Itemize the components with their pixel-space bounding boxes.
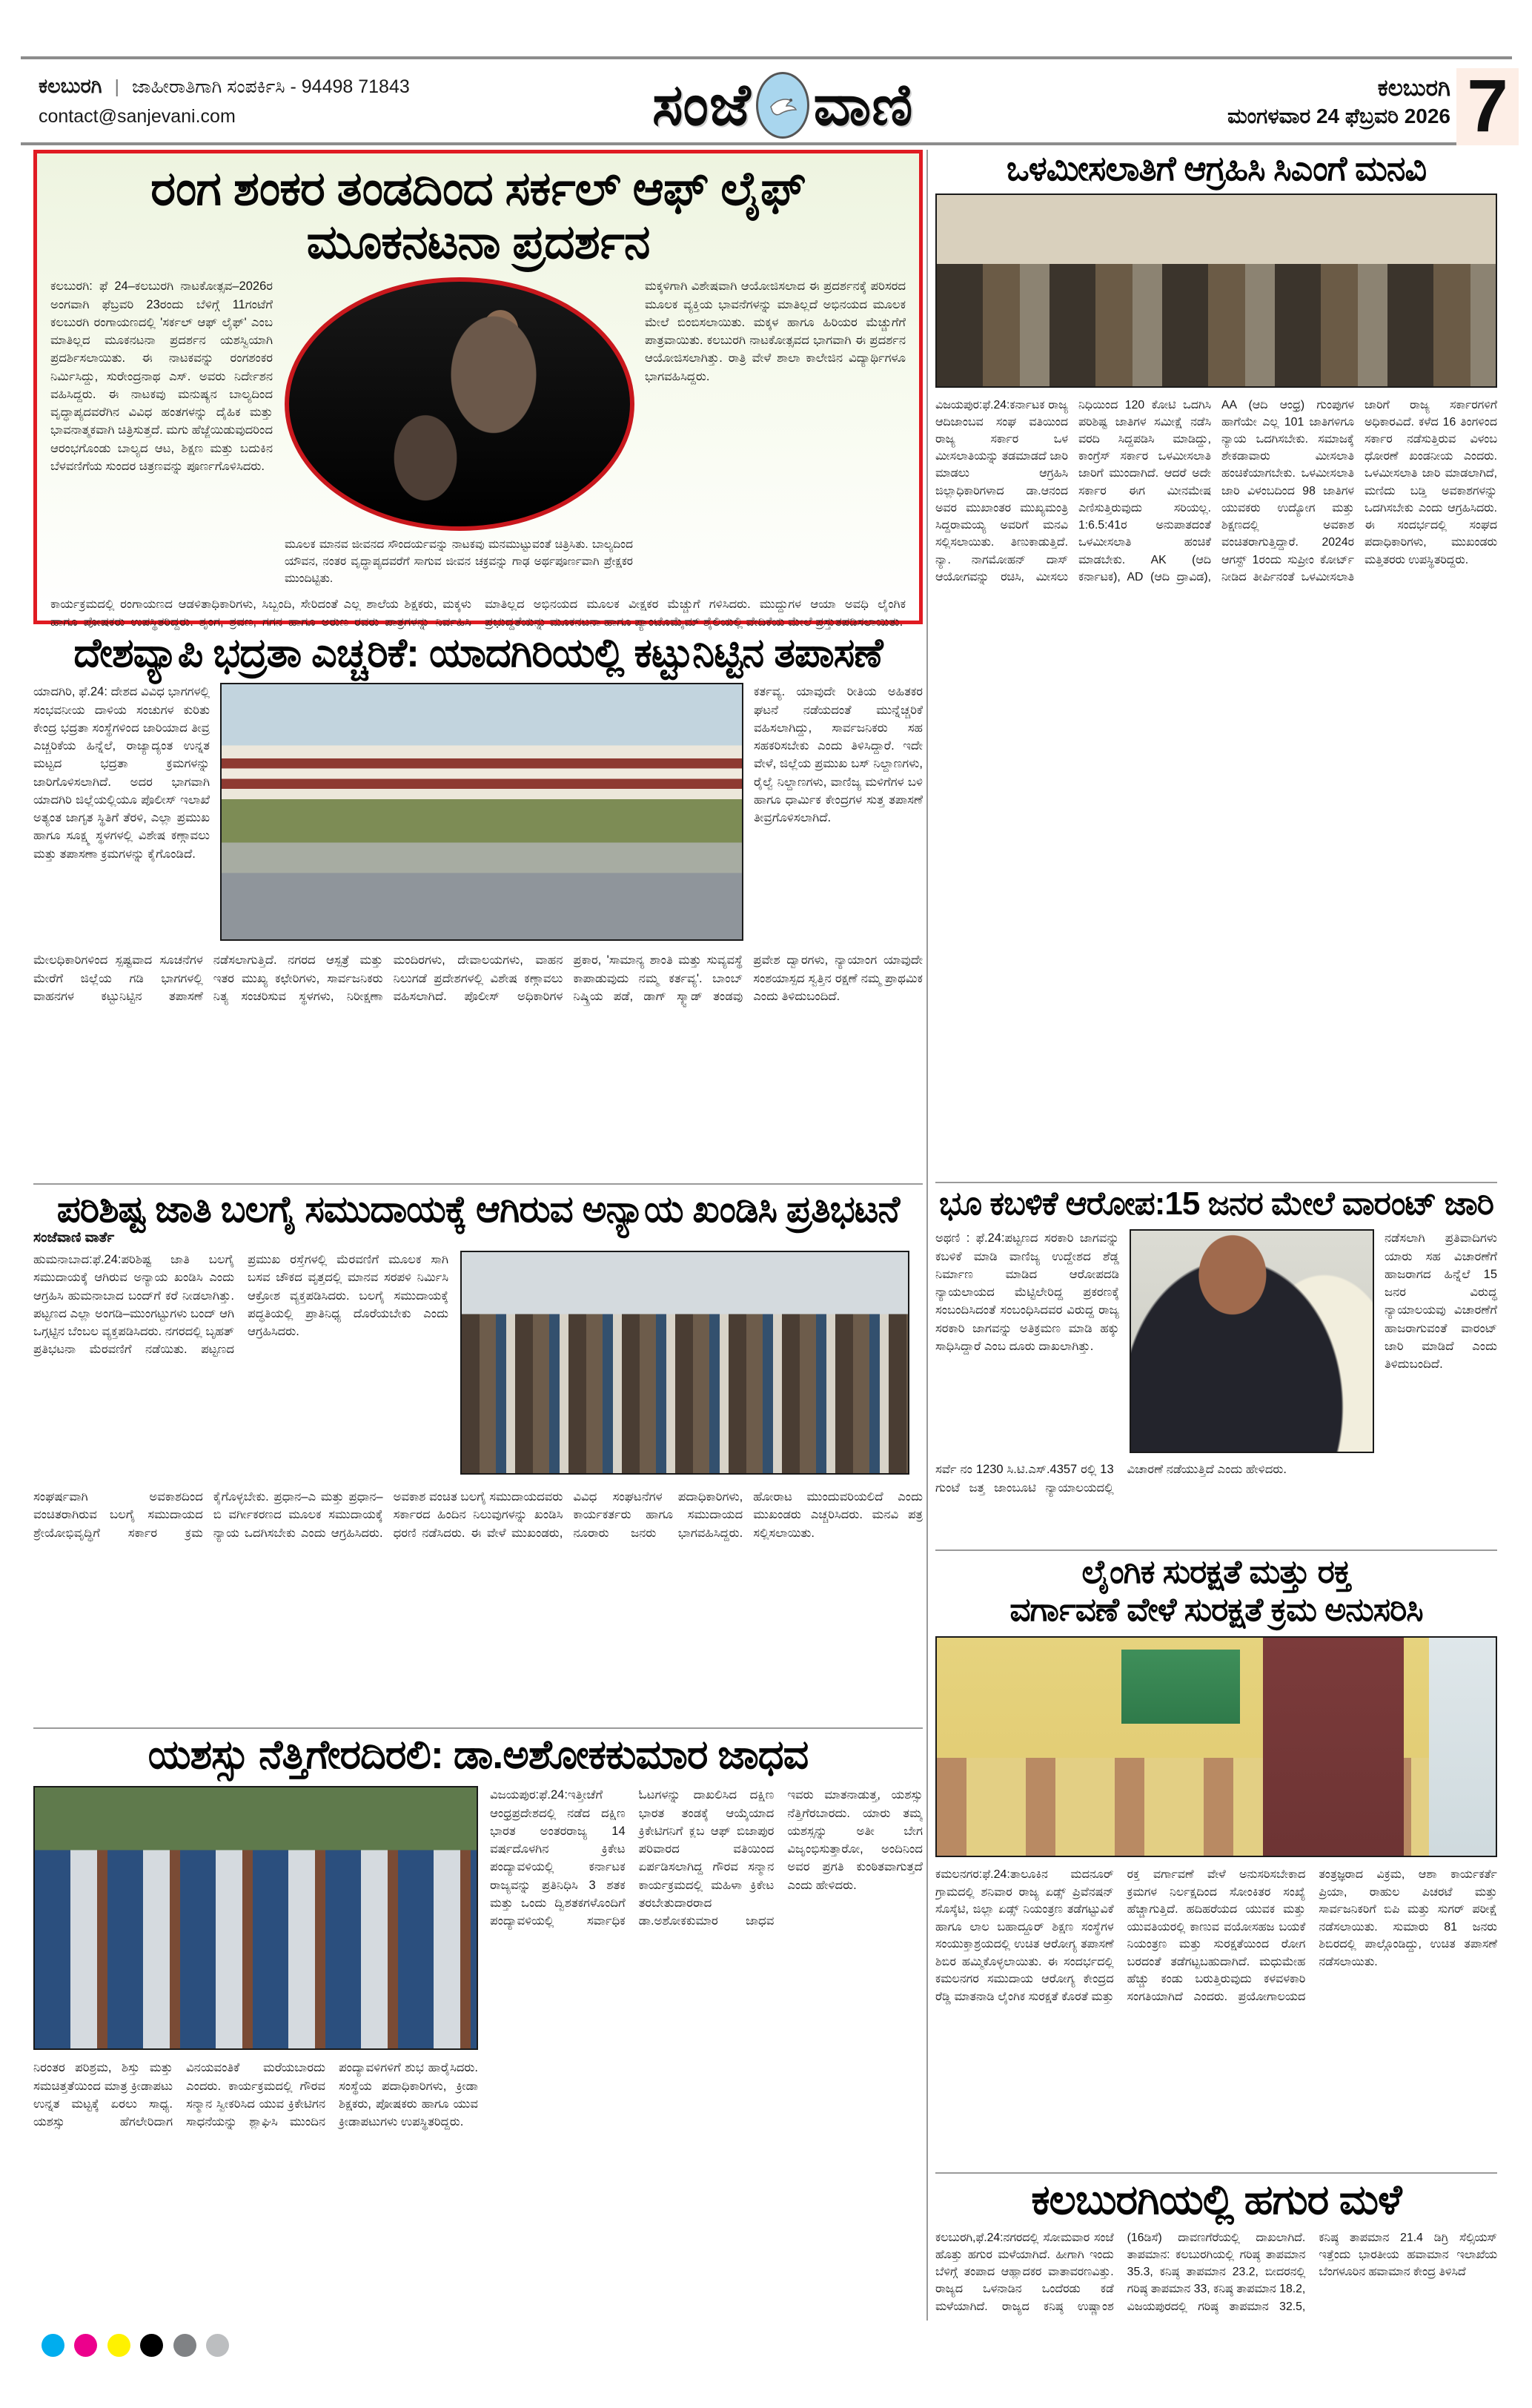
parishishta-byline: ಸಂಜೆವಾಣಿ ವಾರ್ತೆ: [33, 1230, 115, 1246]
parishishta-headline: ಪರಿಶಿಷ್ಟ ಜಾತಿ ಬಲಗೈ ಸಮುದಾಯಕ್ಕೆ ಆಗಿರುವ ಅನ್ಯಾಯ ಖಂಡಿಸಿ ಪ್ರತಿಭಟನೆ: [56, 1188, 900, 1230]
masthead: [652, 71, 913, 139]
column-divider: [926, 150, 928, 2321]
lead-content-row: [37, 271, 919, 587]
laingika-health-camp-photo: [935, 1636, 1497, 1857]
lead-col3: ಮಕ್ಕಳಿಗಾಗಿ ವಿಶೇಷವಾಗಿ ಆಯೋಜಿಸಲಾದ ಈ ಪ್ರದರ್ಶನಕ್ಕೆ ಪರಿಸರದ ಮೂಲಕ ವ್ಯಕ್ತಿಯ ಭಾವನೆಗಳನ್ನು ಮಾತಿಲ್ಲದೆ ಅಭಿನಯದ ಮೂಲಕ ಮೇಲೆ ಬಿಂಬಿಸಲಾಯಿತು. ಮಕ್ಕಳ ಹಾಗೂ ಹಿರಿಯರ ಮೆಚ್ಚುಗೆಗೆ ಪಾತ್ರವಾಯಿತು. ಕಲಬುರಗಿ ನಾಟಕೋತ್ಸವದ ಭಾಗವಾಗಿ ಈ ಪ್ರದರ್ಶನ ಆಯೋಜಿಸಲಾಗಿತ್ತು. ರಾತ್ರಿ ವೇಳೆ ಶಾಲಾ ಕಾಲೇಜಿನ ವಿದ್ಯಾರ್ಥಿಗಳೂ ಭಾಗವಹಿಸಿದ್ದರು.: [645, 280, 906, 383]
color-dot-cyan: [42, 2334, 64, 2357]
color-dot-magenta: [74, 2334, 97, 2357]
laingika-body: ಕಮಲನಗರ:ಫೆ.24:ತಾಲೂಕಿನ ಮದನೂರ್ ಗ್ರಾಮದಲ್ಲಿ ಶನಿವಾರ ರಾಜ್ಯ ಏಡ್ಸ್ ಪ್ರಿವೆನಷನ್ ಸೊಸ್ಕೆಟಿ, ಜಿಲ್ಲಾ ಏಡ್ಸ್ ನಿಯಂತ್ರಣ ತಡೆಗಟ್ಟುವಿಕೆ ಹಾಗೂ ಲಾಲ ಬಹಾದ್ದೂರ್ ಶಿಕ್ಷಣ ಸಂಸ್ಥೆಗಳ ಸಂಯುಕ್ತಾಶ್ರಯದಲ್ಲಿ ಉಚಿತ ಆರೋಗ್ಯ ತಪಾಸಣೆ ಶಿಬಿರ ಹಮ್ಮಿಕೊಳ್ಳಲಾಯಿತು. ಈ ಸಂದರ್ಭದಲ್ಲಿ ಕಮಲನಗರ ಸಮುದಾಯ ಆರೋಗ್ಯ ಕೇಂದ್ರದ ರೆಡ್ಡಿ ಮಾತನಾಡಿ ಲೈಂಗಿಕ ಸುರಕ್ಷತೆ ಕೊರತೆ ಮತ್ತು ರಕ್ತ ವರ್ಗಾವಣೆ ವೇಳೆ ಅನುಸರಿಸಬೇಕಾದ ಕ್ರಮಗಳ ನಿರ್ಲಕ್ಷದಿಂದ ಸೋಂಕಿತರ ಸಂಖ್ಯೆ ಹೆಚ್ಚಾಗುತ್ತಿದೆ. ಹದಿಹರೆಯದ ಯುವಕ ಮತ್ತು ಯುವತಿಯರಲ್ಲಿ ಕಾಣುವ ವಯೋಸಹಜ ಬಯಕೆ ನಿಯಂತ್ರಣ ಮತ್ತು ಸುರಕ್ಷತೆಯಿಂದ ರೋಗ ಬರದಂತೆ ತಡೆಗಟ್ಟಬಹುದಾಗಿದೆ. ಮಧುಮೇಹ ಹೆಚ್ಚು ಕಂಡು ಬರುತ್ತಿರುವುದು ಕಳವಳಕಾರಿ ಸಂಗತಿಯಾಗಿದೆ ಎಂದರು. ಪ್ರಯೋಗಾಲಯದ ತಂತ್ರಜ್ಞರಾದ ವಿಕ್ರಮ, ಆಶಾ ಕಾರ್ಯಕರ್ತೆ ಪ್ರಿಯಾ, ರಾಹುಲ ಪಿಚರಟೆ ಮತ್ತು ಸಾರ್ವಜನಿಕರಿಗೆ ಬಿಪಿ ಮತ್ತು ಸುಗರ್ ಪರೀಕ್ಷೆ ನಡೆಸಲಾಯಿತು. ಸುಮಾರು 81 ಜನರು ಶಿಬಿರದಲ್ಲಿ ಪಾಲ್ಗೊಂಡಿದ್ದು, ಉಚಿತ ತಪಾಸಣೆ ನಡೆಸಲಾಯಿತು.: [935, 1868, 1497, 2003]
parishishta-story: [33, 1189, 923, 1724]
bhoomi-official-documents-photo: [1130, 1229, 1374, 1453]
bhoomi-col-left: ಅಥಣಿ : ಫೆ.24:ಪಟ್ಟಣದ ಸರಕಾರಿ ಜಾಗವನ್ನು ಕಬಳಿಕೆ ಮಾಡಿ ವಾಣಿಜ್ಯ ಉದ್ದೇಶದ ಶೆಡ್ಡ ನಿರ್ಮಾಣ ಮಾಡಿದ ಆರೋಪದಡಿ ನ್ಯಾಯಲಾಯದ ಮೆಟ್ಟಿಲೇರಿದ್ದ ಪ್ರಕರಣಕ್ಕೆ ಸಂಬಂದಿಸಿದಂತೆ ಸಂಬಂಧಿಸಿದವರ ವಿರುದ್ದ ರಾಜ್ಯ ಸರಕಾರಿ ಜಾಗವನ್ನು ಅತಿಕ್ರಮಣ ಮಾಡಿ ಹಕ್ಕು ಸಾಧಿಸಿದ್ದಾರೆ ಎಂಬ ದೂರು ದಾಖಲಾಗಿತ್ತು.: [935, 1231, 1119, 1353]
yadagiri-col-right: ಕರ್ತವ್ಯ. ಯಾವುದೇ ರೀತಿಯ ಅಹಿತಕರ ಘಟನೆ ನಡೆಯದಂತೆ ಮುನ್ನೆಚ್ಚರಿಕೆ ವಹಿಸಲಾಗಿದ್ದು, ಸಾರ್ವಜನಿಕರು ಸಹ ಸಹಕರಿಸಬೇಕು ಎಂದು ತಿಳಿಸಿದ್ದಾರೆ. ಇದೇ ವೇಳೆ, ಜಿಲ್ಲೆಯ ಪ್ರಮುಖ ಬಸ್ ನಿಲ್ದಾಣಗಳು, ರೈಲ್ವೆ ನಿಲ್ದಾಣಗಳು, ವಾಣಿಜ್ಯ ಮಳಿಗೆಗಳ ಬಳಿ ಹಾಗೂ ಧಾರ್ಮಿಕ ಕೇಂದ್ರಗಳ ಸುತ್ತ ತಪಾಸಣೆ ತೀವ್ರಗೊಳಿಸಲಾಗಿದೆ.: [754, 685, 923, 825]
parishishta-protest-photo: [460, 1251, 909, 1475]
yashassu-right-text: ವಿಜಯಪುರ:ಫೆ.24:ಇತ್ತೀಚೆಗೆ ಆಂಧ್ರಪ್ರದೇಶದಲ್ಲಿ ನಡೆದ ದಕ್ಷಿಣ ಭಾರತ ಅಂತರರಾಜ್ಯ 14 ವರ್ಷದೊಳಗಿನ ಕ್ರಿಕೇಟ ಪಂದ್ಯಾವಳಿಯಲ್ಲಿ ಕರ್ನಾಟಕ ರಾಜ್ಯವನ್ನು ಪ್ರತಿನಿಧಿಸಿ 3 ಶತಕ ಮತ್ತು ಒಂದು ದ್ವಿಶತಕಗಳೊಂದಿಗೆ ಪಂದ್ಯಾವಳಿಯಲ್ಲಿ ಸರ್ವಾಧಿಕ ಓಟಗಳನ್ನು ದಾಖಲಿಸಿದ ದಕ್ಷಿಣ ಭಾರತ ತಂಡಕ್ಕೆ ಆಯ್ಕೆಯಾದ ಕ್ರಿಕೇಟಿಗನಿಗೆ ಕ್ಲಬ ಆಫ್ ಬಿಜಾಪುರ ಪರಿವಾರದ ವತಿಯಿಂದ ಏರ್ಪಡಿಸಲಾಗಿದ್ದ ಗೌರವ ಸನ್ಮಾನ ಕಾರ್ಯಕ್ರಮದಲ್ಲಿ ಮಹಿಳಾ ಕ್ರಿಕೇಟ ತರಬೇತುದಾರರಾದ ಡಾ.ಅಶೋಕಕುಮಾರ ಜಾಧವ ಇವರು ಮಾತನಾಡುತ್ತ, ಯಶಸ್ಸು ನೆತ್ತಿಗೆರಬಾರದು. ಯಾರು ತಮ್ಮ ಯಶಸ್ಸನ್ನು ಅತೀ ಬೇಗ ವಿಜೃಂಭಿಸುತ್ತಾರೋ, ಅಂದಿನಿಂದ ಅವರ ಪ್ರಗತಿ ಕುಂಠಿತವಾಗುತ್ತದೆ ಎಂದು ಹೇಳಿದರು.: [490, 1788, 923, 1928]
yadagiri-col-left: ಯಾದಗಿರಿ, ಫೆ.24: ದೇಶದ ವಿವಿಧ ಭಾಗಗಳಲ್ಲಿ ಸಂಭವನೀಯ ದಾಳಿಯ ಸಂಚುಗಳ ಕುರಿತು ಕೇಂದ್ರ ಭದ್ರತಾ ಸಂಸ್ಥೆಗಳಿಂದ ಜಾರಿಯಾದ ತೀವ್ರ ಎಚ್ಚರಿಕೆಯ ಹಿನ್ನೆಲೆ, ರಾಜ್ಯಾದ್ಯಂತ ಉನ್ನತ ಮಟ್ಟದ ಭದ್ರತಾ ಕ್ರಮಗಳನ್ನು ಜಾರಿಗೊಳಿಸಲಾಗಿದೆ. ಅದರ ಭಾಗವಾಗಿ ಯಾದಗಿರಿ ಜಿಲ್ಲೆಯಲ್ಲಿಯೂ ಪೊಲೀಸ್ ಇಲಾಖೆ ಅತ್ಯಂತ ಜಾಗೃತ ಸ್ಥಿತಿಗೆ ತೆರಳಿ, ಎಲ್ಲಾ ಪ್ರಮುಖ ಹಾಗೂ ಸೂಕ್ಷ್ಮ ಸ್ಥಳಗಳಲ್ಲಿ ವಿಶೇಷ ಕಣ್ಗಾವಲು ಮತ್ತು ತಪಾಸಣಾ ಕ್ರಮಗಳನ್ನು ಕೈಗೊಂಡಿದೆ.: [33, 685, 210, 861]
yashassu-group-photo: [33, 1786, 478, 2050]
yashassu-headline: ಯಶಸ್ಸು ನೆತ್ತಿಗೇರದಿರಲಿ: ಡಾ.ಅಶೋಕಕುಮಾರ ಜಾಧವ: [147, 1733, 809, 1777]
laingika-story: [935, 1554, 1497, 2169]
yadagiri-bottom-text: ಮೇಲಧಿಕಾರಿಗಳಿಂದ ಸ್ಪಷ್ಟವಾದ ಸೂಚನೆಗಳ ಮೇರೆಗೆ ಜಿಲ್ಲೆಯ ಗಡಿ ಭಾಗಗಳಲ್ಲಿ ವಾಹನಗಳ ಕಟ್ಟುನಿಟ್ಟಿನ ತಪಾಸಣೆ ನಡೆಸಲಾಗುತ್ತಿದೆ. ನಗರದ ಆಸ್ಪತ್ರೆ ಮತ್ತು ಇತರ ಮುಖ್ಯ ಕಛೇರಿಗಳು, ಸಾರ್ವಜನಿಕರು ನಿತ್ಯ ಸಂಚರಿಸುವ ಸ್ಥಳಗಳು, ನಿರೀಕ್ಷಣಾ ಮಂದಿರಗಳು, ದೇವಾಲಯಗಳು, ವಾಹನ ನಿಲುಗಡೆ ಪ್ರದೇಶಗಳಲ್ಲಿ ವಿಶೇಷ ಕಣ್ಗಾವಲು ವಹಿಸಲಾಗಿದೆ. ಪೊಲೀಸ್ ಅಧಿಕಾರಿಗಳ ಪ್ರಕಾರ, 'ಸಾಮಾನ್ಯ ಶಾಂತಿ ಮತ್ತು ಸುವ್ಯವಸ್ಥೆ ಕಾಪಾಡುವುದು ನಮ್ಮ ಕರ್ತವ್ಯ'. ಬಾಂಬ್ ನಿಷ್ಕ್ರಿಯ ಪಡೆ, ಡಾಗ್ ಸ್ಕ್ವಾಡ್ ತಂಡವು ಪ್ರವೇಶ ದ್ವಾರಗಳು, ನ್ಯಾಯಾಂಗ ಯಾವುದೇ ಸಂಶಯಾಸ್ಪದ ಸ್ವತ್ತಿನ ರಕ್ಷಣೆ ನಮ್ಮ ಪ್ರಾಥಮಿಕ ಎಂದು ತಿಳಿದುಬಂದಿದೆ.: [33, 953, 923, 1003]
lead-col1: ಕಲಬುರಗಿ: ಫೆ 24–ಕಲಬುರಗಿ ನಾಟಕೋತ್ಸವ–2026ರ ಅಂಗವಾಗಿ ಫೆಬ್ರವರಿ 23ರಂದು ಬೆಳಿಗ್ಗೆ 11ಗಂಟೆಗೆ ಕಲಬುರಗಿ ರಂಗಾಯಣದಲ್ಲಿ 'ಸರ್ಕಲ್ ಆಫ್ ಲೈಫ್' ಎಂಬ ಮಾತಿಲ್ಲದ ಮೂಕನಟನಾ ಪ್ರದರ್ಶನ ಯಶಸ್ವಿಯಾಗಿ ಪ್ರದರ್ಶಿಸಲಾಯಿತು. ಈ ನಾಟಕವನ್ನು ರಂಗಶಂಕರ ನಿರ್ಮಿಸಿದ್ದು, ಸುರೇಂದ್ರನಾಥ ಎಸ್. ಅವರು ನಿರ್ದೇಶನ ವಹಿಸಿದ್ದರು. ಈ ನಾಟಕವು ಮನುಷ್ಯನ ಬಾಲ್ಯದಿಂದ ವೃದ್ಧಾಪ್ಯದವರೆಗಿನ ವಿವಿಧ ಹಂತಗಳನ್ನು ದೈಹಿಕ ಮತ್ತು ಭಾವನಾತ್ಮಕವಾಗಿ ಚಿತ್ರಿಸುತ್ತದೆ. ಮಗು ಹೆಜ್ಜೆಯಿಡುವುದರಿಂದ ಆರಂಭಗೊಂಡು ಬಾಲ್ಯದ ಆಟ, ಶಿಕ್ಷಣ ಮತ್ತು ಬದುಕಿನ ಬೆಳವಣಿಗೆಯ ಸುಂದರ ಚಿತ್ರಣವನ್ನು ಪೂರ್ಣಗೊಳಿಸಿದರು.: [50, 280, 273, 473]
masthead-left: ಸಂಜೆ: [652, 72, 752, 137]
parishishta-col-left: ಹುಮನಾಬಾದ:ಫೆ.24:ಪರಿಶಿಷ್ಟ ಜಾತಿ ಬಲಗೈ ಸಮುದಾಯಕ್ಕೆ ಆಗಿರುವ ಅನ್ಯಾಯ ಖಂಡಿಸಿ ಎಂದು ಆಗ್ರಹಿಸಿ ಹುಮನಾಬಾದ ಬಂದ್‌ಗೆ ಕರೆ ನೀಡಲಾಗಿತ್ತು. ಪಟ್ಟಣದ ಎಲ್ಲಾ ಅಂಗಡಿ–ಮುಂಗಟ್ಟುಗಳು ಬಂದ್ ಆಗಿ ಒಗ್ಗಟ್ಟಿನ ಬೆಂಬಲ ವ್ಯಕ್ತಪಡಿಸಿದರು. ನಗರದಲ್ಲಿ ಬೃಹತ್ ಪ್ರತಿಭಟನಾ ಮೆರವಣಿಗೆ ನಡೆಯಿತು. ಪಟ್ಟಣದ ಪ್ರಮುಖ ರಸ್ತೆಗಳಲ್ಲಿ ಮೆರವಣಿಗೆ ಮೂಲಕ ಸಾಗಿ ಬಸವ ಚೌಕದ ವೃತ್ತದಲ್ಲಿ ಮಾನವ ಸರಪಳಿ ನಿರ್ಮಿಸಿ ಆಕ್ರೋಶ ವ್ಯಕ್ತಪಡಿಸಿದರು. ಬಲಗೈ ಸಮುದಾಯಕ್ಕೆ ಪದ್ಧತಿಯಲ್ಲಿ ಪ್ರಾತಿನಿಧ್ಯ ದೊರೆಯಬೇಕು ಎಂದು ಆಗ್ರಹಿಸಿದರು.: [33, 1253, 448, 1357]
right-divider-1: [935, 1182, 1497, 1183]
olameesalati-body: ವಿಜಯಪುರ:ಫೆ.24:ಕರ್ನಾಟಕ ರಾಜ್ಯ ಆದಿಜಾಂಬವ ಸಂಘ ವತಿಯಿಂದ ರಾಜ್ಯ ಸರ್ಕಾರ ಒಳ ಮೀಸಲಾತಿಯನ್ನು ತಡಮಾಡದೆ ಜಾರಿ ಮಾಡಲು ಆಗ್ರಹಿಸಿ ಜಿಲ್ಲಾಧಿಕಾರಿಗಳಾದ ಡಾ.ಆನಂದ ಅವರ ಮುಖಾಂತರ ಮುಖ್ಯಮಂತ್ರಿ ಸಿದ್ದರಾಮಯ್ಯ ಅವರಿಗೆ ಮನವಿ ಸಲ್ಲಿಸಲಾಯಿತು. ತಿಣುಕಾಡುತ್ತಿದೆ. ನ್ಯಾ. ನಾಗಮೋಹನ್ ದಾಸ್ ಆಯೋಗವನ್ನು ರಚಿಸಿ, ಮೀಸಲು ನಿಧಿಯಿಂದ 120 ಕೋಟಿ ಒದಗಿಸಿ ಪರಿಶಿಷ್ಟ ಜಾತಿಗಳ ಸಮೀಕ್ಷೆ ನಡೆಸಿ ವರದಿ ಸಿದ್ದಪಡಿಸಿ ಮಾಡಿದ್ದು, ಕಾಂಗ್ರೆಸ್ ಸರ್ಕಾರ ಒಳಮೀಸಲಾತಿ ಜಾರಿಗೆ ಮುಂದಾಗಿದೆ. ಆದರೆ ಅದೇ ಸರ್ಕಾರ ಈಗ ಮೀನಮೇಷ ಎಣಿಸುತ್ತಿರುವುದು ಸರಿಯಲ್ಲ. 1:6.5:41ರ ಅನುಪಾತದಂತೆ ಒಳಮೀಸಲಾತಿ ಹಂಚಿಕೆ ಮಾಡಬೇಕು. AK (ಆದಿ ಕರ್ನಾಟಕ), AD (ಆದಿ ದ್ರಾವಿಡ), AA (ಆದಿ ಆಂಧ್ರ) ಗುಂಪುಗಳ ಹಾಗೆಯೇ ಎಲ್ಲ 101 ಜಾತಿಗಳಿಗೂ ನ್ಯಾಯ ಒದಗಿಸಬೇಕು. ಸಮಾಜಕ್ಕೆ ಶೇಕಡಾವಾರು ಮೀಸಲಾತಿ ಹಂಚಿಕೆಯಾಗಬೇಕು. ಒಳಮೀಸಲಾತಿ ಜಾರಿ ವಿಳಂಬದಿಂದ 98 ಜಾತಿಗಳ ಯುವಕರು ಉದ್ಯೋಗ ಮತ್ತು ಶಿಕ್ಷಣದಲ್ಲಿ ಅವಕಾಶ ವಂಚಿತರಾಗುತ್ತಿದ್ದಾರೆ. 2024ರ ಆಗಸ್ಟ್ 1ರಂದು ಸುಪ್ರೀಂ ಕೋರ್ಟ್ ನೀಡಿದ ತೀರ್ಪಿನಂತೆ ಒಳಮೀಸಲಾತಿ ಜಾರಿಗೆ ರಾಜ್ಯ ಸರ್ಕಾರಗಳಿಗೆ ಅಧಿಕಾರವಿದೆ. ಕಳೆದ 16 ತಿಂಗಳಿಂದ ಸರ್ಕಾರ ನಡೆಸುತ್ತಿರುವ ವಿಳಂಬ ಧೋರಣೆ ಖಂಡನೀಯ ಎಂದರು. ಒಳಮೀಸಲಾತಿ ಜಾರಿ ಮಾಡಲಾಗಿದೆ, ಮಣಿದು ಬಡ್ತಿ ಅವಕಾಶಗಳನ್ನು ಒದಗಿಸಬೇಕು ಎಂದು ಆಗ್ರಹಿಸಿದರು. ಈ ಸಂದರ್ಭದಲ್ಲಿ ಸಂಘದ ಪದಾಧಿಕಾರಿಗಳು, ಮುಖಂಡರು ಮತ್ತಿತರರು ಉಪಸ್ಥಿತರಿದ್ದರು.: [935, 398, 1497, 583]
section-divider-2: [33, 1727, 923, 1729]
color-dot-black: [140, 2334, 163, 2357]
yashassu-left-stack: [33, 1786, 478, 2314]
masthead-right: ವಾಣಿ: [813, 72, 914, 137]
lead-photo-wrap: [285, 277, 633, 587]
bhoomi-story: [935, 1186, 1497, 1547]
male-headline: ಕಲಬುರಗಿಯಲ್ಲಿ ಹಗುರ ಮಳೆ: [1031, 2176, 1402, 2223]
laingika-headline-line2: ವರ್ಗಾವಣೆ ವೇಳೆ ಸುರಕ್ಷತೆ ಕ್ರಮ ಅನುಸರಿಸಿ: [1009, 1591, 1423, 1628]
bhoomi-content-row: [935, 1229, 1497, 1453]
right-divider-3: [935, 2172, 1497, 2174]
bhoomi-col-right: ನಡೆಸಲಾಗಿ ಪ್ರತಿವಾದಿಗಳು ಯಾರು ಸಹ ವಿಚಾರಣೆಗೆ ಹಾಜರಾಗದ ಹಿನ್ನೆಲೆ 15 ಜನರ ವಿರುದ್ಧ ನ್ಯಾಯಾಲಯವು ವಿಚಾರಣೆಗೆ ಹಾಜರಾಗುವಂತೆ ವಾರಂಟ್ ಜಾರಿ ಮಾಡಿದೆ ಎಂದು ತಿಳಿದುಬಂದಿದೆ.: [1385, 1231, 1497, 1372]
page-number: 7: [1456, 68, 1519, 145]
right-divider-2: [935, 1549, 1497, 1551]
lead-stage-performance-photo: [285, 277, 634, 531]
header-date-block: [1006, 74, 1450, 129]
yashassu-story: [33, 1733, 923, 2321]
header-city: ಕಲಬುರಗಿ: [1377, 75, 1450, 101]
edition-label: ಕಲಬುರಗಿ: [39, 75, 102, 97]
header-contact-block: [39, 71, 557, 131]
yashassu-under-text: ನಿರಂತರ ಪರಿಶ್ರಮ, ಶಿಸ್ತು ಮತ್ತು ಸಮಚಿತ್ತತೆಯಿಂದ ಮಾತ್ರ ಕ್ರೀಡಾಪಟು ಉನ್ನತ ಮಟ್ಟಕ್ಕೆ ಏರಲು ಸಾಧ್ಯ. ಯಶಸ್ಸು ಹೆಗಲೇರಿದಾಗ ವಿನಯವಂತಿಕೆ ಮರೆಯಬಾರದು ಎಂದರು. ಕಾರ್ಯಕ್ರಮದಲ್ಲಿ ಗೌರವ ಸನ್ಮಾನ ಸ್ವೀಕರಿಸಿದ ಯುವ ಕ್ರಿಕೇಟಿಗನ ಸಾಧನೆಯನ್ನು ಶ್ಲಾಘಿಸಿ ಮುಂದಿನ ಪಂದ್ಯಾವಳಿಗಳಿಗೆ ಶುಭ ಹಾರೈಸಿದರು. ಸಂಸ್ಥೆಯ ಪದಾಧಿಕಾರಿಗಳು, ಕ್ರೀಡಾ ಶಿಕ್ಷಕರು, ಪೋಷಕರು ಹಾಗೂ ಯುವ ಕ್ರೀಡಾಪಟುಗಳು ಉಪಸ್ಥಿತರಿದ್ದರು.: [33, 2061, 478, 2129]
yadagiri-headline: ದೇಶವ್ಯಾಪಿ ಭದ್ರತಾ ಎಚ್ಚರಿಕೆ: ಯಾದಗಿರಿಯಲ್ಲಿ ಕಟ್ಟುನಿಟ್ಟಿನ ತಪಾಸಣೆ: [73, 631, 883, 675]
yadagiri-building-photo: [220, 683, 743, 941]
laingika-headline-line1: ಲೈಂಗಿಕ ಸುರಕ್ಷತೆ ಮತ್ತು ರಕ್ತ: [1081, 1554, 1351, 1590]
separator: |: [114, 76, 120, 97]
olameesalati-story: [935, 150, 1497, 1179]
ad-contact: ಜಾಹೀರಾತಿಗಾಗಿ ಸಂಪರ್ಕಿಸಿ - 94498 71843: [131, 76, 410, 97]
yadagiri-story: [33, 632, 923, 1182]
olameesalati-memorandum-photo: [935, 194, 1497, 388]
dove-logo-icon: [756, 72, 809, 139]
section-divider-1: [33, 1183, 923, 1185]
header-bottom-rule: [21, 142, 1512, 145]
yashassu-content-row: [33, 1786, 923, 2314]
header-top-rule: [21, 56, 1512, 59]
parishishta-bottom-text: ಸಂಘರ್ಷವಾಗಿ ಅವಕಾಶದಿಂದ ವಂಚಿತರಾಗಿರುವ ಬಲಗೈ ಸಮುದಾಯದ ಶ್ರೇಯೋಭಿವೃದ್ಧಿಗೆ ಸರ್ಕಾರ ಕ್ರಮ ಕೈಗೊಳ್ಳಬೇಕು. ಪ್ರಧಾನ–ಎ ಮತ್ತು ಪ್ರಧಾನ–ಬಿ ವರ್ಗೀಕರಣದ ಮೂಲಕ ಸಮುದಾಯಕ್ಕೆ ನ್ಯಾಯ ಒದಗಿಸಬೇಕು ಎಂದು ಆಗ್ರಹಿಸಿದರು. ಅವಕಾಶ ವಂಚಿತ ಬಲಗೈ ಸಮುದಾಯದವರು ಸರ್ಕಾರದ ಹಿಂದಿನ ನಿಲುವುಗಳನ್ನು ಖಂಡಿಸಿ ಧರಣಿ ನಡೆಸಿದರು. ಈ ವೇಳೆ ಮುಖಂಡರು, ವಿವಿಧ ಸಂಘಟನೆಗಳ ಪದಾಧಿಕಾರಿಗಳು, ಕಾರ್ಯಕರ್ತರು ಹಾಗೂ ಸಮುದಾಯದ ನೂರಾರು ಜನರು ಭಾಗವಹಿಸಿದ್ದರು. ಹೋರಾಟ ಮುಂದುವರಿಯಲಿದೆ ಎಂದು ಮುಖಂಡರು ಎಚ್ಚರಿಸಿದರು. ಮನವಿ ಪತ್ರ ಸಲ್ಲಿಸಲಾಯಿತು.: [33, 1490, 923, 1540]
bhoomi-bottom-text: ಸರ್ವೆ ನಂ 1230 ಸಿ.ಟಿ.ಎಸ್.4357 ರಲ್ಲಿ 13 ಗುಂಟೆ ಜತ್ತ ಜಾಂಬೂಟಿ ನ್ಯಾಯಾಲಯದಲ್ಲಿ ವಿಚಾರಣೆ ನಡೆಯುತ್ತಿದೆ ಎಂದು ಹೇಳಿದರು.: [935, 1463, 1287, 1495]
male-body: ಕಲಬುರಗಿ,ಫೆ.24:ನಗರದಲ್ಲಿ ಸೋಮವಾರ ಸಂಜೆ ಹೊತ್ತು ಹಗುರ ಮಳೆಯಾಗಿದೆ. ಹೀಗಾಗಿ ಇಂದು ಬೆಳಿಗ್ಗೆ ತಂಪಾದ ಆಹ್ಲಾದಕರ ವಾತಾವರಣವಿತ್ತು. ರಾಜ್ಯದ ಒಳನಾಡಿನ ಒಂದೆರಡು ಕಡೆ ಮಳೆಯಾಗಿದೆ. ರಾಜ್ಯದ ಕನಿಷ್ಠ ಉಷ್ಣಾಂಶ (16ಡಿಸೆ) ದಾವಣಗೆರೆಯಲ್ಲಿ ದಾಖಲಾಗಿದೆ. ತಾಪಮಾನ: ಕಲಬುರಗಿಯಲ್ಲಿ ಗರಿಷ್ಠ ತಾಪಮಾನ 35.3, ಕನಿಷ್ಠ ತಾಪಮಾನ 23.2, ಬೀದರನಲ್ಲಿ ಗರಿಷ್ಠ ತಾಪಮಾನ 33, ಕನಿಷ್ಠ ತಾಪಮಾನ 18.2, ವಿಜಯಪುರದಲ್ಲಿ ಗರಿಷ್ಠ ತಾಪಮಾನ 32.5, ಕನಿಷ್ಠ ತಾಪಮಾನ 21.4 ಡಿಗ್ರಿ ಸೆಲ್ಸಿಯಸ್ ಇತ್ತೆಂದು ಭಾರತೀಯ ಹವಾಮಾನ ಇಲಾಖೆಯ ಬೆಂಗಳೂರಿನ ಹವಾಮಾನ ಕೇಂದ್ರ ತಿಳಿಸಿದೆ: [935, 2231, 1497, 2313]
parishishta-content-row: [33, 1251, 923, 1478]
print-registration-dots: [42, 2334, 236, 2361]
lead-headline: ರಂಗ ಶಂಕರ ತಂಡದಿಂದ ಸರ್ಕಲ್ ಆಫ್ ಲೈಫ್ ಮೂಕನಟನಾ ಪ್ರದರ್ಶನ: [150, 162, 806, 268]
olameesalati-headline: ಒಳಮೀಸಲಾತಿಗೆ ಆಗ್ರಹಿಸಿ ಸಿಎಂಗೆ ಮನವಿ: [1006, 149, 1427, 188]
color-dot-yellow: [107, 2334, 130, 2357]
lead-bottom-text: ಕಾರ್ಯಕ್ರಮದಲ್ಲಿ ರಂಗಾಯಣದ ಆಡಳಿತಾಧಿಕಾರಿಗಳು, ಸಿಬ್ಬಂದಿ, ಸೇರಿದಂತೆ ಎಲ್ಲ ಶಾಲೆಯ ಶಿಕ್ಷಕರು, ಮಕ್ಕಳು ಹಾಗೂ ಪೋಷಕರು ಉಪಸ್ಥಿತರಿದ್ದರು. ಶೃಂಗ, ಶ್ರವಣ, ಗಗನ ಹಾಗೂ ಅರುಣ ರವರು ಪಾತ್ರಗಳನ್ನು ನಿರ್ವಹಿಸಿ ಮಾತಿಲ್ಲದ ಅಭಿನಯದ ಮೂಲಕ ವೀಕ್ಷಕರ ಮೆಚ್ಚುಗೆ ಗಳಿಸಿದರು. ಮುದ್ದುಗಳ ಆಯಾ ಅವಧಿ ಲೈಂಗಿಕ ಪ್ರಭುದ್ದತೆಯನ್ನು ಮೂಕನಟನಾ ಹಾಗೂ ಪ್ಯಾಂಟೊಮೈಮ್ ಶೈಲಿಯಲ್ಲಿ ವೇದಿಕೆಯ ಮೇಲೆ ಪ್ರಸ್ತುತಪಡಿಸಲಾಯಿತು.: [50, 597, 906, 629]
header-date: ಮಂಗಳವಾರ 24 ಫೆಬ್ರವರಿ 2026: [1227, 104, 1450, 128]
color-dot-gray: [173, 2334, 196, 2357]
bhoomi-headline: ಭೂ ಕಬಳಿಕೆ ಆರೋಪ:15 ಜನರ ಮೇಲೆ ವಾರಂಟ್ ಜಾರಿ: [938, 1185, 1494, 1222]
lead-col2: ಮೂಲಕ ಮಾನವ ಜೀವನದ ಸೌಂದರ್ಯವನ್ನು ನಾಟಕವು ಮನಮುಟ್ಟುವಂತೆ ಚಿತ್ರಿಸಿತು. ಬಾಲ್ಯದಿಂದ ಯೌವನ, ನಂತರ ವೃದ್ಧಾಪ್ಯದವರೆಗೆ ಸಾಗುವ ಜೀವನ ಚಕ್ರವನ್ನು ಗಾಢ ಅರ್ಥಪೂರ್ಣವಾಗಿ ಪ್ರೇಕ್ಷಕರ ಮುಂದಿಟ್ಟಿತು.: [285, 538, 633, 585]
contact-email[interactable]: contact@sanjevani.com: [39, 105, 236, 127]
dove-icon: [766, 92, 799, 119]
color-dot-lightgray: [206, 2334, 229, 2357]
lead-story: [33, 150, 923, 629]
male-story: [935, 2178, 1497, 2321]
yadagiri-content-row: [33, 683, 923, 941]
